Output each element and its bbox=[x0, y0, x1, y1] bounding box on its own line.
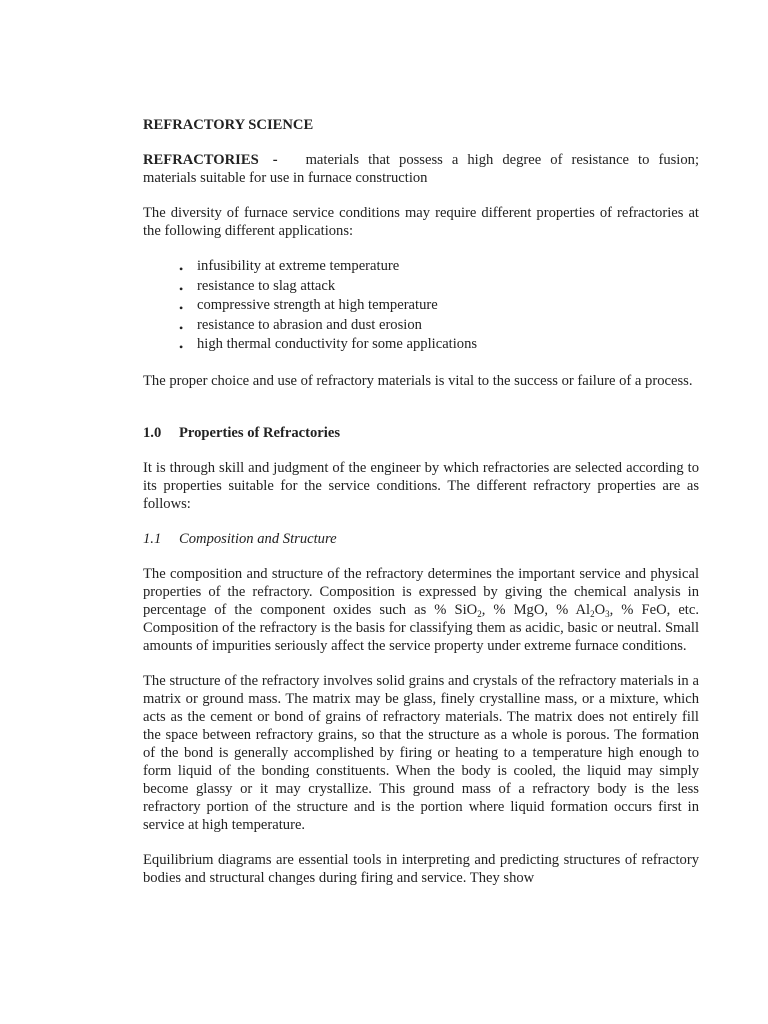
list-item-text: infusibility at extreme temperature bbox=[197, 258, 400, 274]
document-title: REFRACTORY SCIENCE bbox=[143, 117, 314, 133]
paragraph-text: The composition and structure of the refractory determines the important service and physical properties of the refractory. Composition is expressed by giving the chemical analysis in percentage of the component oxides such as % SiO bbox=[143, 565, 699, 618]
section-number: 1.0 bbox=[143, 424, 162, 441]
bullet-icon: • bbox=[179, 281, 184, 296]
paragraph-text: O bbox=[594, 601, 606, 618]
bullet-icon: • bbox=[179, 340, 184, 354]
list-item bbox=[179, 335, 699, 355]
bullet-icon: • bbox=[179, 320, 184, 335]
closing-paragraph: The proper choice and use of refractory materials is vital to the success or failure of a process. bbox=[143, 372, 693, 389]
paragraph-text: , % MgO, % Al bbox=[481, 601, 591, 618]
definition-paragraph bbox=[143, 151, 699, 187]
list-item-text: high thermal conductivity for some applications bbox=[197, 336, 478, 352]
list-item bbox=[179, 257, 699, 277]
bullet-icon: • bbox=[179, 301, 184, 315]
intro-paragraph: The diversity of furnace service conditions may require different properties of refractories at the following different applications: bbox=[143, 205, 699, 239]
paragraph-text: , % FeO, etc. Composition of the refractory is the basis for classifying them as acidic, basic or neutral. Small amounts of impurities seriously affect the service property under extreme furnace conditions. bbox=[143, 601, 699, 654]
list-item-text: resistance to slag attack bbox=[197, 277, 336, 294]
section-intro-paragraph: It is through skill and judgment of the engineer by which refractories are selected according to its properties suitable for the service conditions. The different refractory properties are as follows: bbox=[143, 459, 699, 512]
section-title: Properties of Refractories bbox=[179, 424, 340, 441]
list-item-text: resistance to abrasion and dust erosion bbox=[197, 316, 422, 333]
composition-paragraph bbox=[143, 565, 699, 655]
bullet-icon: • bbox=[179, 262, 184, 276]
list-item-text: compressive strength at high temperature bbox=[197, 297, 438, 313]
definition-dash: - bbox=[272, 152, 278, 168]
document-body bbox=[143, 116, 699, 887]
section-heading bbox=[143, 424, 699, 442]
list-item bbox=[179, 296, 699, 316]
subsection-number: 1.1 bbox=[143, 530, 162, 547]
list-item bbox=[179, 316, 699, 336]
subscript: 3 bbox=[605, 608, 610, 619]
subsection-heading bbox=[143, 530, 699, 548]
subsection-title: Composition and Structure bbox=[179, 530, 337, 547]
subscript: 2 bbox=[590, 608, 595, 619]
structure-paragraph: The structure of the refractory involves solid grains and crystals of the refractory materials in a matrix or ground mass. The matrix may be glass, finely crystalline mass, or a mixture, which acts as the cement or bond of grains of refractory materials. The matrix does not entirely fill the space between refractory grains, so that the structure as a whole is porous. The formation of the bond is generally accomplished by firing or heating to a temperature high enough to form liquid of the bonding constituents. When the body is cooled, the liquid may simply become glassy or it may crystallize. This ground mass of a refractory body is the less refractory portion of the structure and is the portion where liquid formation occurs first in service at high temperature. bbox=[143, 672, 699, 833]
applications-list bbox=[143, 257, 699, 355]
definition-text: materials that possess a high degree of resistance to fusion; materials suitable for use in furnace construction bbox=[143, 152, 699, 186]
equilibrium-paragraph: Equilibrium diagrams are essential tools in interpreting and predicting structures of refractory bodies and structural changes during firing and service. They show bbox=[143, 851, 699, 886]
subscript: 2 bbox=[477, 608, 482, 619]
definition-term: REFRACTORIES bbox=[143, 152, 259, 168]
list-item bbox=[179, 277, 699, 297]
